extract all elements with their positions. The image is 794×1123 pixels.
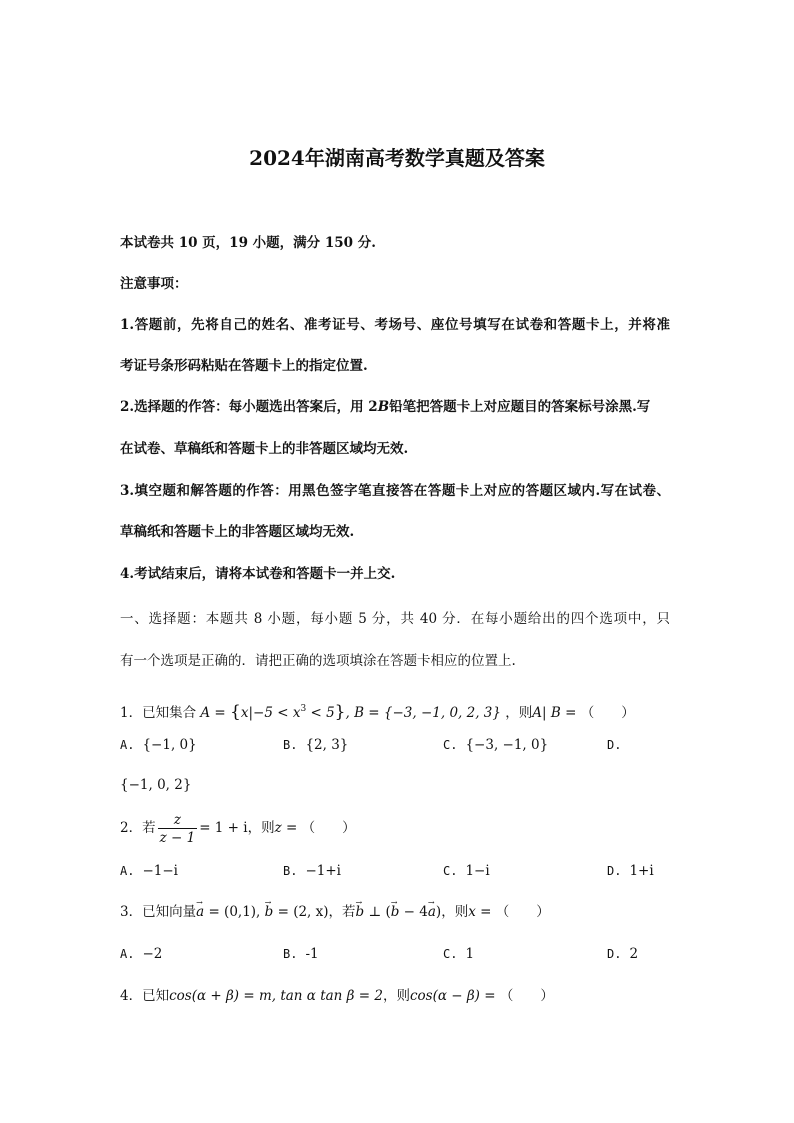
q3-vector-b-2: → b (356, 903, 365, 921)
q4-mid: ，则 (382, 988, 410, 1004)
notice-1-line-1: 1.答题前，先将自己的姓名、准考证号、考场号、座位号填写在试卷和答题卡上，并将准 (120, 317, 670, 333)
page-title: 2024年湖南高考数学真题及答案 (249, 146, 545, 170)
option-value: {−3, −1, 0} (465, 737, 549, 753)
notice-2-line-2: 在试卷、草稿纸和答题卡上的非答题区域均无效. (120, 441, 409, 457)
option-value: {−1, 0} (142, 737, 197, 753)
q2-mid: ，则 (247, 820, 275, 836)
q3-a-value: = (0,1), (204, 904, 265, 920)
option-label: D. (607, 738, 622, 752)
q3-minus: − 4 (399, 904, 428, 920)
option-value: {−1, 0, 2} (120, 777, 192, 793)
q2-denominator: z − 1 (159, 829, 196, 846)
q1-blank: （ ） (580, 705, 635, 721)
q4-expression: cos(α − β) = (409, 988, 496, 1004)
q3-option-a (120, 945, 162, 964)
option-value: 1−i (465, 863, 490, 879)
q3-mid-2: ，则 (441, 904, 469, 920)
q3-vector-b: → b (265, 903, 274, 921)
q2-expression: z = (274, 820, 298, 836)
notice-3-line-1: 3.填空题和解答题的作答：用黑色签字笔直接答在答题卡上对应的答题区域内.写在试卷、 (120, 483, 670, 499)
option-label: C. (443, 947, 458, 961)
option-label: B. (283, 864, 298, 878)
q3-vector-a: → a (196, 903, 204, 921)
q1-option-a (120, 736, 197, 755)
q3-prefix: 3．已知向量 (120, 904, 197, 920)
q1-set-a-sup: 3 (300, 704, 307, 714)
notice-2-italic: B (377, 399, 390, 415)
option-value: 2 (629, 946, 639, 962)
option-value: −1+i (305, 863, 341, 879)
q3-blank: （ ） (495, 904, 550, 920)
option-label: A. (120, 864, 135, 878)
option-label: B. (283, 738, 298, 752)
intro-text: 本试卷共 10 页，19 小题，满分 150 分. (120, 235, 376, 251)
notice-4-line-1: 4.考试结束后，请将本试卷和答题卡一并上交. (120, 566, 396, 582)
notice-1-line-2: 考证号条形码粘贴在答题卡上的指定位置. (120, 358, 368, 374)
option-value: -1 (305, 946, 319, 962)
q1-brace-open: { (230, 702, 241, 722)
q2-prefix: 2．若 (120, 820, 156, 836)
q4-prefix: 4．已知 (120, 988, 170, 1004)
q3-option-b (283, 945, 319, 964)
option-label: A. (120, 947, 135, 961)
q2-option-c (443, 862, 490, 881)
q1-set-a-body-2: < 5 (306, 705, 335, 721)
notice-2-part-b: 铅笔把答题卡上对应题目的答案标号涂黑.写 (389, 399, 651, 415)
option-label: C. (443, 738, 458, 752)
q2-option-a (120, 862, 178, 881)
q1-set-b: , B = {−3, −1, 0, 2, 3} (345, 705, 501, 721)
option-value: −1−i (142, 863, 178, 879)
q3-close: ) (435, 904, 442, 920)
option-value: −2 (142, 946, 163, 962)
q4-blank: （ ） (499, 988, 554, 1004)
q2-option-d (607, 862, 654, 881)
option-value: 1 (465, 946, 475, 962)
q1-option-c (443, 736, 548, 755)
q3-option-c (443, 945, 474, 964)
q3-vector-b-3: → b (391, 903, 400, 921)
option-value: {2, 3} (305, 737, 349, 753)
option-label: B. (283, 947, 298, 961)
section-heading-line-2: 有一个选项是正确的．请把正确的选项填涂在答题卡相应的位置上. (120, 653, 516, 669)
section-heading-line-1: 一、选择题：本题共 8 小题，每小题 5 分，共 40 分．在每小题给出的四个选项中，只 (120, 611, 670, 627)
q1-expression: A| B = (532, 705, 577, 721)
question-1 (120, 700, 635, 722)
q2-blank: （ ） (301, 820, 356, 836)
q1-set-a-body: x|−5 < x (240, 705, 301, 721)
q2-rhs: = 1 + i (199, 820, 248, 836)
q1-mid: ，则 (505, 705, 533, 721)
q2-fraction (158, 812, 198, 846)
q3-b-value: = (2, x) (273, 904, 329, 920)
q3-mid-1: ，若 (328, 904, 356, 920)
option-label: C. (443, 864, 458, 878)
q2-option-b (283, 862, 341, 881)
notice-3-line-2: 草稿纸和答题卡上的非答题区域均无效. (120, 524, 355, 540)
q2-numerator: z (173, 811, 181, 828)
notice-heading: 注意事项： (120, 276, 188, 292)
q3-expression: x = (468, 904, 492, 920)
notice-2-part-a: 2.选择题的作答：每小题选出答案后，用 2 (120, 399, 378, 415)
option-label: A. (120, 738, 135, 752)
q1-brace-close: } (334, 702, 346, 722)
option-label: D. (607, 947, 622, 961)
q3-option-d (607, 945, 638, 964)
q3-vector-a-2: → a (428, 903, 436, 921)
option-value: 1+i (629, 863, 654, 879)
question-3 (120, 903, 550, 921)
q3-perp: ⊥ ( (364, 904, 391, 920)
q1-option-d-value (120, 776, 191, 795)
question-2 (120, 810, 356, 846)
q1-option-b (283, 736, 348, 755)
q1-prefix: 1．已知集合 (120, 705, 197, 721)
notice-2-line-1 (120, 398, 650, 416)
q4-condition: cos(α + β) = m, tan α tan β = 2 (169, 988, 383, 1004)
q1-option-d-label (607, 736, 629, 755)
question-4 (120, 987, 554, 1005)
option-label: D. (607, 864, 622, 878)
q1-set-a-lhs: A = (200, 705, 231, 721)
